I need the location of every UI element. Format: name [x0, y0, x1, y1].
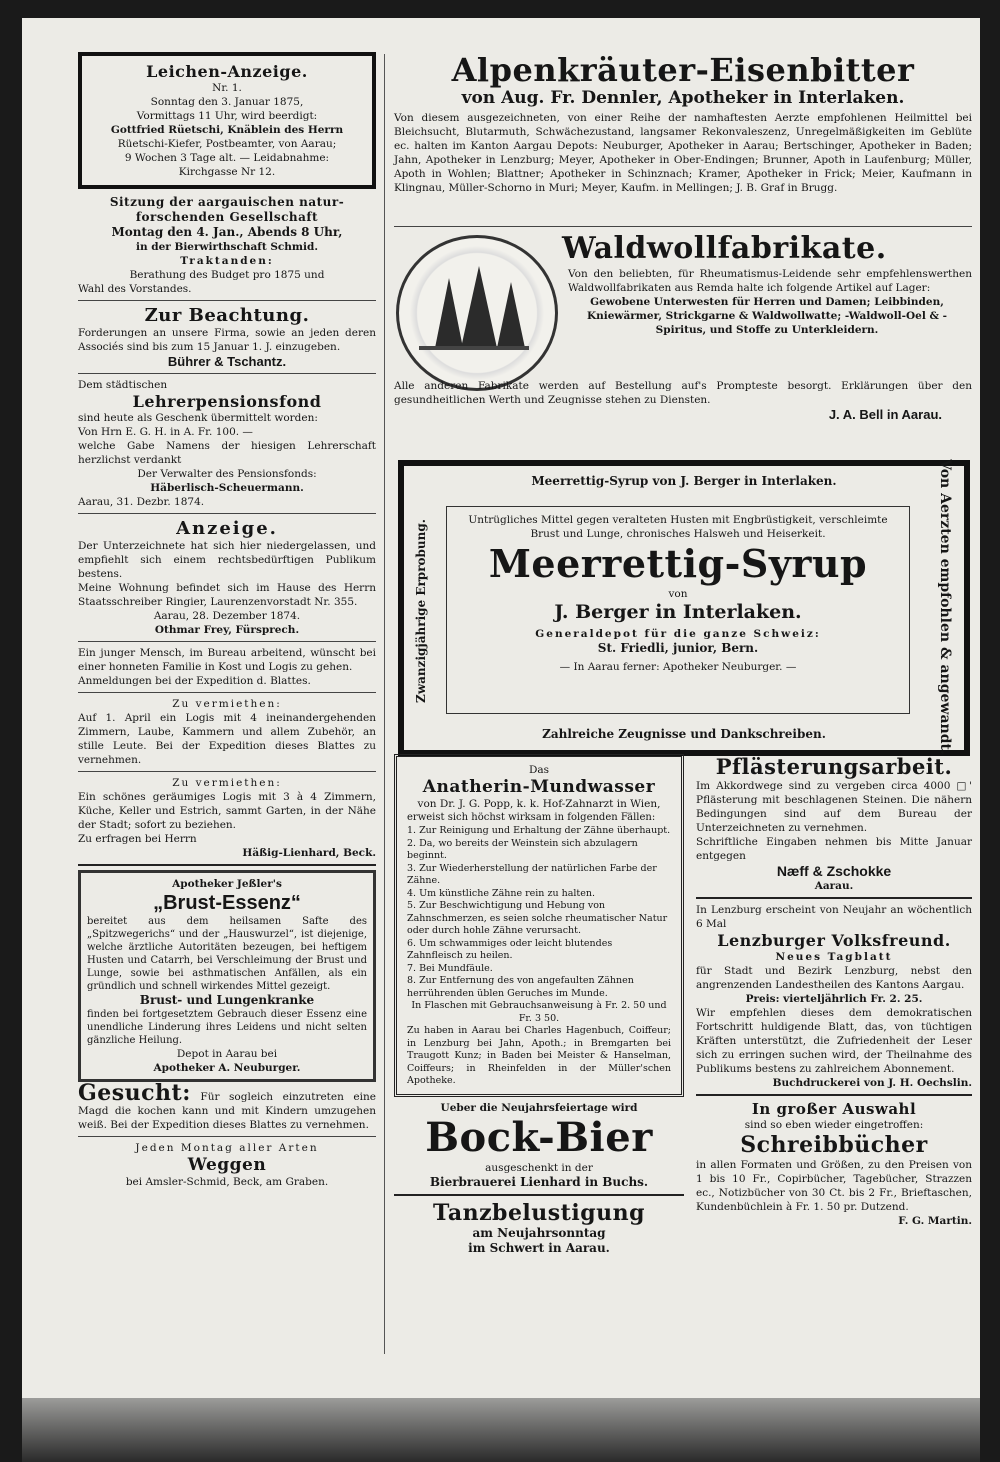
divider	[394, 1194, 684, 1196]
weggen-line: Jeden Montag aller Arten	[135, 1142, 319, 1154]
brust-title: „Brust-Essenz“	[153, 892, 301, 914]
scan-shadow	[22, 1398, 980, 1462]
waldwolle-items: Gewobene Unterwesten für Herren und Damen; Leibbinden, Kniewärmer, Strickgarne & Waldwollwatte; -Waldwoll-Oel & -Spiritus, und Stoffe zu Unterkleidern.	[586, 296, 947, 336]
left-column	[78, 52, 376, 1189]
anath-item: 5. Zur Beschwichtigung und Hebung von Zahnschmerzen, es seien solche rheumatischer Natur oder durch hohle Zähne verursacht.	[407, 900, 668, 936]
divider	[78, 300, 376, 301]
beachtung-title: Zur Beachtung.	[144, 305, 310, 326]
anath-where: Zu haben in Aarau bei Charles Hagenbuch, Coiffeur; in Lenzburg bei Jahn, Apoth.; in Bremgarten bei Traugott Kunz; in Baden bei Meister & Hanselman, Coiffeurs; in Rheinfelden in der Müller'schen Apotheke.	[407, 1025, 671, 1086]
pflaster-signature: Næff & Zschokke	[776, 863, 892, 879]
notice-anzeige	[78, 518, 376, 637]
lower-right-left	[394, 754, 684, 1256]
notice-young-man	[78, 646, 376, 688]
pension-text: welche Gabe Namens der hiesigen Lehrerschaft herzlichst verdankt	[78, 440, 376, 466]
anzeige-date: Aarau, 28. Dezember 1874.	[153, 610, 301, 622]
pension-text: sind heute als Geschenk übermittelt worden:	[78, 412, 318, 424]
meeting-place: in der Bierwirthschaft Schmid.	[135, 241, 319, 253]
rent-text: Auf 1. April ein Logis mit 4 ineinandergehenden Zimmern, Laube, Kammern und allem Zubehör, an stille Leute. Bei der Expedition dieses Blattes zu vernehmen.	[78, 712, 376, 766]
anath-intro: erweist sich höchst wirksam in folgenden Fällen:	[407, 812, 656, 823]
pension-fund-notice	[78, 378, 376, 509]
anath-item: 2. Da, wo bereits der Weinstein sich abzulagern beginnt.	[407, 837, 638, 861]
pflaster-ad	[696, 754, 972, 893]
divider	[696, 1094, 972, 1096]
rent-signature: Häßig-Lienhard, Beck.	[242, 847, 376, 859]
anzeige-text: Der Unterzeichnete hat sich hier niedergelassen, und empfiehlt sich einem rechtsbedürftigen Publikum bestens.	[78, 540, 376, 580]
lenz-text: für Stadt und Bezirk Lenzburg, nebst den angrenzenden Landestheilen des Kantons Aargau.	[696, 965, 972, 991]
lenz-sub: Neues Tagblatt	[775, 951, 893, 963]
brust-pre: Apotheker Jeßler's	[172, 878, 282, 890]
tanz-ad	[394, 1200, 684, 1256]
notice-weggen	[78, 1141, 376, 1189]
schreib-signature: F. G. Martin.	[898, 1215, 972, 1227]
death-notice-line: Gottfried Rüetschi, Knäblein des Herrn	[110, 124, 344, 136]
schreib-line: sind so eben wieder eingetroffen:	[744, 1119, 924, 1131]
gesucht-text: Für sogleich einzutreten eine Magd die kochen kann und mit Kindern umzugehen weiß. Bei der Expedition dieses Blattes zu vernehmen.	[78, 1091, 376, 1131]
bock-line: ausgeschenkt in der	[485, 1161, 593, 1174]
society-meeting	[78, 195, 376, 296]
meerrettig-ad	[398, 460, 970, 756]
waldwolle-ad	[394, 231, 972, 425]
pflaster-title: Pflästerungsarbeit.	[715, 754, 953, 779]
anzeige-signature: Othmar Frey, Fürsprech.	[154, 624, 300, 636]
newspaper-page	[22, 18, 980, 1398]
pension-signature: Häberlisch-Scheuermann.	[150, 482, 304, 494]
lenz-intro: In Lenzburg erscheint von Neujahr an wöchentlich 6 Mal	[696, 904, 972, 930]
meer-intro: Untrügliches Mittel gegen veralteten Husten mit Engbrüstigkeit, verschleimte Brust und Lunge, chronisches Halsweh und Heiserkeit.	[468, 514, 888, 540]
right-column	[394, 51, 972, 1255]
weggen-title: Weggen	[187, 1155, 267, 1175]
death-notice-number: Nr. 1.	[212, 82, 242, 94]
death-notice-line: Vormittags 11 Uhr, wird beerdigt:	[136, 110, 318, 122]
alpen-ad	[394, 52, 972, 222]
anzeige-text: Meine Wohnung befindet sich im Hause des Herrn Staatsschreiber Ringier, Laurenzenvorstadt Nr. 355.	[78, 582, 376, 608]
death-notice-line: Kirchgasse Nr 12.	[178, 166, 276, 178]
agenda-item: Berathung des Budget pro 1875 und	[129, 269, 325, 281]
meer-title: Meerrettig-Syrup	[488, 541, 868, 586]
tanz-line: im Schwert in Aarau.	[468, 1240, 610, 1255]
waldwolle-text: Von den beliebten, für Rheumatismus-Leidende sehr empfehlenswerthen Waldwollfabrikaten aus Remda halte ich folgende Artikel auf Lager:	[568, 268, 972, 294]
pension-text: Der Verwalter des Pensionsfonds:	[137, 468, 317, 480]
brust-text: bereitet aus dem heilsamen Safte des „Spitzwegerichs“ und der „Hauswurzel“, ist diejenige, welche ärztliche Autoritäten bezeugen, bei heftigem Husten und Catarrh, bei Verschleimung der Brust und Lunge, sowie bei asthmatischen Anfällen, als ein gründlich und schnell wirkendes Mittel gezeigt.	[87, 916, 367, 992]
pension-intro: Dem städtischen	[78, 379, 168, 391]
brust-essenz-ad	[78, 870, 376, 1082]
volksfreund-ad	[696, 903, 972, 1090]
divider	[78, 641, 376, 642]
divider	[78, 692, 376, 693]
rent-text: Ein schönes geräumiges Logis mit 3 à 4 Zimmern, Küche, Keller und Estrich, sammt Garten, in der Nähe der Stadt; sofort zu beziehen.	[78, 791, 376, 831]
pflaster-text: Im Akkordwege sind zu vergeben circa 4000 □' Pflästerung mit beschlagenen Steinen. Die nähern Bedingungen sind auf dem Bureau der Unterzeichneten zu vernehmen.	[696, 780, 972, 834]
death-notice-line: Sonntag den 3. Januar 1875,	[150, 96, 304, 108]
brust-subhead: Brust- und Lungenkranke	[139, 993, 315, 1007]
anzeige-title: Anzeige.	[176, 518, 278, 539]
brust-depot: Depot in Aarau bei	[176, 1048, 278, 1060]
lenz-title: Lenzburger Volksfreund.	[717, 931, 951, 950]
gesucht-title: Gesucht:	[78, 1080, 191, 1106]
anath-item: 7. Bei Mundfäule.	[407, 962, 493, 974]
young-man-ref: Anmeldungen bei der Expedition d. Blattes.	[78, 675, 311, 687]
brust-text: finden bei fortgesetztem Gebrauch dieser Essenz eine unendliche Linderung ihres Leidens und nicht selten gänzliche Heilung.	[87, 1009, 367, 1046]
bock-line: Ueber die Neujahrsfeiertage wird	[440, 1101, 638, 1114]
notice-gesucht	[78, 1080, 376, 1132]
schreib-text: in allen Formaten und Größen, zu den Preisen von 1 bis 10 Fr., Copirbücher, Tagebücher, Strazzen ec., Notizbücher von 30 Ct. bis 2 Fr., Brieftaschen, Kundenbüchlein à Fr. 1. 50 pr. Dutzend.	[696, 1159, 972, 1213]
schreibbuecher-ad	[696, 1100, 972, 1228]
waldwolle-title: Waldwollfabrikate.	[562, 231, 887, 266]
bockbier-ad	[394, 1101, 684, 1190]
meeting-title: Sitzung der aargauischen natur-	[109, 195, 345, 209]
notice-rent-1	[78, 697, 376, 767]
anatherin-ad	[394, 754, 684, 1097]
meer-vertical-right	[932, 459, 958, 755]
rent-title: Zu vermiethen:	[172, 777, 282, 789]
meer-top: Meerrettig-Syrup von J. Berger in Interlaken.	[531, 474, 837, 488]
meer-maker: J. Berger in Interlaken.	[554, 601, 802, 623]
notice-rent-2	[78, 776, 376, 860]
waldwolle-note: Alle anderen Fabrikate werden auf Bestellung auf's Prompteste besorgt. Erklärungen über den gesundheitlichen Werth und Zeugnisse stehen zu Diensten.	[394, 380, 972, 406]
anath-price: In Flaschen mit Gebrauchsanweisung à Fr. 2. 50 und Fr. 3 50.	[411, 1000, 667, 1024]
meer-depot-name: St. Friedli, junior, Bern.	[597, 641, 759, 655]
beachtung-text: Forderungen an unsere Firma, sowie an jeden deren Associés sind bis zum 15 Januar 1. J. einzugeben.	[78, 327, 376, 353]
waldwolle-signature: J. A. Bell in Aarau.	[828, 407, 942, 422]
meer-depot: Generaldepot für die ganze Schweiz:	[535, 628, 821, 640]
pension-text: Von Hrn E. G. H. in A. Fr. 100. —	[78, 426, 253, 438]
meeting-date: Montag den 4. Jan., Abends 8 Uhr,	[111, 225, 343, 239]
lenz-price: Preis: vierteljährlich Fr. 2. 25.	[745, 993, 923, 1005]
notice-beachtung	[78, 305, 376, 369]
anath-item: 4. Um künstliche Zähne rein zu halten.	[407, 887, 595, 899]
pension-title: Lehrerpensionsfond	[132, 392, 322, 411]
divider	[78, 1136, 376, 1137]
divider	[394, 226, 972, 227]
meer-bottom: Zahlreiche Zeugnisse und Dankschreiben.	[542, 727, 826, 741]
anath-item: 3. Zur Wiederherstellung der natürlichen Farbe der Zähne.	[407, 862, 657, 886]
divider	[78, 513, 376, 514]
meeting-title: forschenden Gesellschaft	[135, 210, 319, 224]
agenda-label: Traktanden:	[180, 255, 274, 267]
lower-right-right	[696, 754, 972, 1228]
meer-vertical-left	[410, 506, 432, 716]
waldwolle-seal	[396, 235, 558, 391]
beachtung-signature: Bührer & Tschantz.	[167, 354, 287, 369]
bock-title: Bock-Bier	[425, 1113, 653, 1161]
agenda-item: Wahl des Vorstandes.	[78, 283, 192, 295]
alpen-title: Alpenkräuter-Eisenbitter	[451, 51, 915, 89]
anath-das: Das	[528, 764, 550, 776]
schreib-title: Schreibbücher	[740, 1132, 928, 1158]
alpen-subtitle: von Aug. Fr. Dennler, Apotheker in Interlaken.	[461, 88, 905, 108]
anath-title: Anatherin-Mundwasser	[422, 777, 656, 797]
anath-item: 8. Zur Entfernung des von angefaulten Zähnen herrührenden üblen Geruches im Munde.	[407, 975, 634, 999]
divider	[696, 897, 972, 899]
rent-title: Zu vermiethen:	[172, 698, 282, 710]
meer-inner-box	[446, 506, 910, 714]
death-notice-title: Leichen-Anzeige.	[146, 62, 308, 81]
meer-vertical-left-text: Zwanzigjährige Erprobung.	[414, 519, 428, 703]
tanz-title: Tanzbelustigung	[433, 1199, 645, 1226]
schreib-pre: In großer Auswahl	[751, 1100, 917, 1118]
divider	[78, 373, 376, 374]
divider	[78, 771, 376, 772]
meer-aarau: — In Aarau ferner: Apotheker Neuburger. —	[559, 661, 797, 673]
anath-by: von Dr. J. G. Popp, k. k. Hof-Zahnarzt in Wien,	[417, 798, 661, 810]
anath-item: 6. Um schwammiges oder leicht blutendes Zahnfleisch zu heilen.	[407, 937, 613, 961]
meer-vertical-right-text: Von Aerzten empfohlen & angewandt.	[937, 459, 953, 755]
pflaster-text: Schriftliche Eingaben nehmen bis Mitte Januar entgegen	[696, 836, 972, 862]
weggen-line: bei Amsler-Schmid, Beck, am Graben.	[125, 1176, 329, 1188]
tanz-line: am Neujahrsonntag	[472, 1225, 606, 1240]
brust-signature: Apotheker A. Neuburger.	[153, 1062, 301, 1074]
bock-line: Bierbrauerei Lienhard in Buchs.	[429, 1174, 649, 1189]
lenz-signature: Buchdruckerei von J. H. Oechslin.	[772, 1077, 972, 1089]
meer-von: von	[668, 588, 688, 600]
young-man-text: Ein junger Mensch, im Bureau arbeitend, wünscht bei einer honneten Familie in Kost und Logis zu gehen.	[78, 647, 376, 673]
pflaster-place: Aarau.	[814, 880, 854, 892]
death-notice-line: 9 Wochen 3 Tage alt. — Leidabnahme:	[124, 152, 330, 164]
rent-ask: Zu erfragen bei Herrn	[78, 833, 197, 845]
pension-date: Aarau, 31. Dezbr. 1874.	[78, 496, 205, 508]
alpen-text: Von diesem ausgezeichneten, von einer Reihe der namhaftesten Aerzte empfohlenen Heilmittel bei Bleichsucht, Blutarmuth, Schwächezustand, langsamer Rekonvaleszenz, Unregelmäßigkeiten im Geblüte ec. halten im Kanton Aargau Depots: Neuburger, Apotheker in Aarau; Bertschinger, Apotheker in Baden; Jahn, Apotheker in Lenzburg; Meyer, Apotheker in Ober-Endingen; Brunner, Apoth in Laufenburg; Müller, Apoth in Wohlen; Blattner; Apotheker in Schinznach; Kramer, Apotheker in Frick; Meier, Kaufmann in Klingnau, Müller-Schorno in Muri; Meyer, Kaufm. in Mellingen; J. B. Graf in Brugg.	[394, 112, 972, 194]
lenz-text: Wir empfehlen dieses dem demokratischen Fortschritt huldigende Blatt, das, von tüchtigen Kräften unterstützt, die Zufriedenheit der Leser sich zu erringen suchen wird, der Theilnahme des Publikums bestens zu zahlreichem Abonnement.	[696, 1007, 972, 1075]
death-notice-line: Rüetschi-Kiefer, Postbeamter, von Aarau;	[117, 138, 337, 150]
column-divider	[384, 54, 385, 1354]
anath-item: 1. Zur Reinigung und Erhaltung der Zähne überhaupt.	[407, 825, 671, 836]
death-notice	[78, 52, 376, 189]
divider	[78, 864, 376, 866]
